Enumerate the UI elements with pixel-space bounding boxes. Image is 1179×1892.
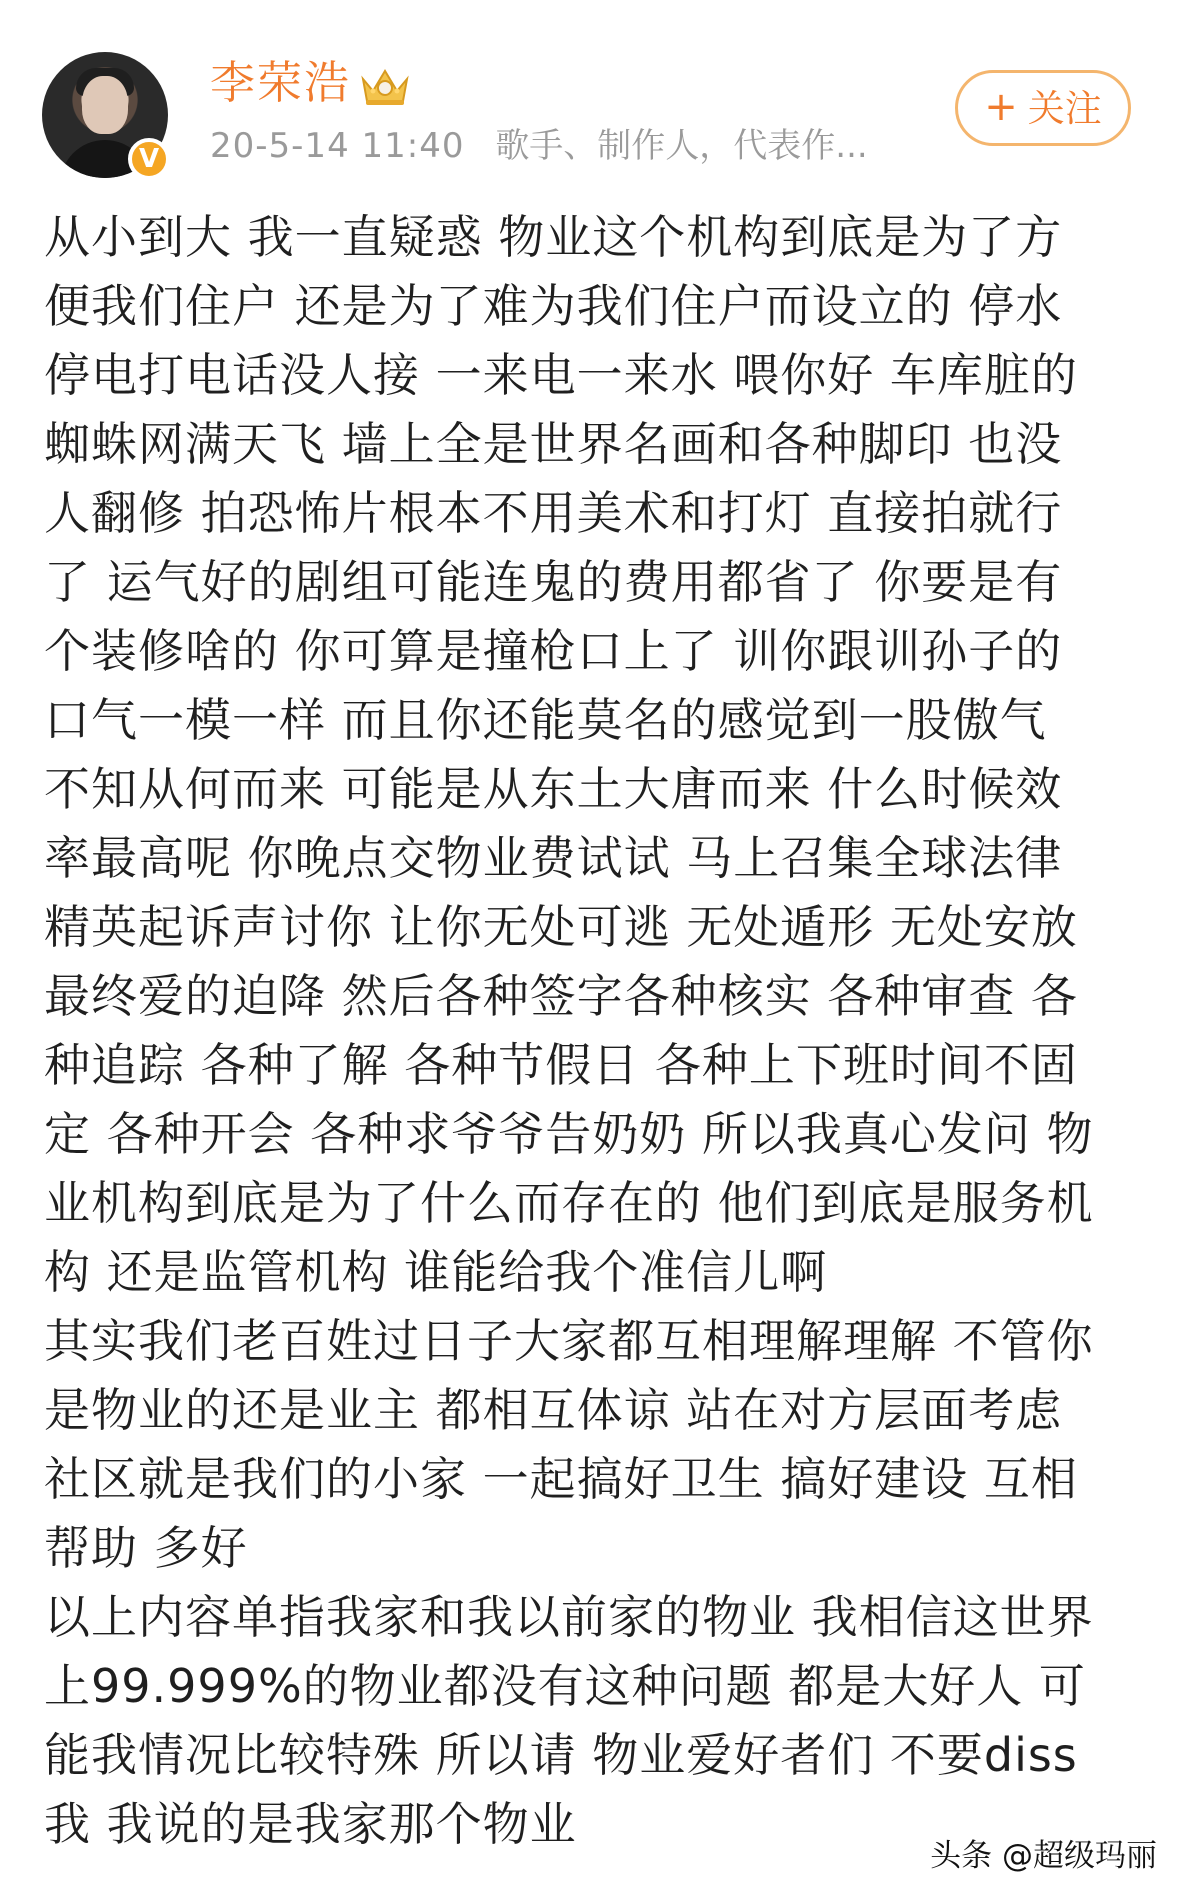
content-line: 了 运气好的剧组可能连鬼的费用都省了 你要是有 [44, 555, 1063, 609]
content-line: 人翻修 拍恐怖片根本不用美术和打灯 直接拍就行 [44, 486, 1063, 540]
content-line: 其实我们老百姓过日子大家都互相理解理解 不管你 [44, 1314, 1094, 1368]
content-line: 能我情况比较特殊 所以请 物业爱好者们 不要diss [44, 1728, 1078, 1782]
content-line: 社区就是我们的小家 一起搞好卫生 搞好建设 互相 [44, 1452, 1078, 1506]
content-line: 蜘蛛网满天飞 墙上全是世界名画和各种脚印 也没 [44, 417, 1063, 471]
follow-button[interactable] [955, 70, 1131, 146]
content-line: 个装修啥的 你可算是撞枪口上了 训你跟训孙子的 [44, 624, 1063, 678]
follow-label: 关注 [1027, 86, 1102, 130]
content-line: 上99.999%的物业都没有这种问题 都是大好人 可 [44, 1659, 1086, 1713]
content-line: 我 我说的是我家那个物业 [44, 1797, 577, 1851]
content-line: 精英起诉声讨你 让你无处可逃 无处遁形 无处安放 [44, 900, 1078, 954]
content-line: 口气一模一样 而且你还能莫名的感觉到一股傲气 [44, 693, 1047, 747]
content-line: 停电打电话没人接 一来电一来水 喂你好 车库脏的 [44, 348, 1078, 402]
plus-icon: + [984, 84, 1018, 130]
content-line: 从小到大 我一直疑惑 物业这个机构到底是为了方 [44, 210, 1063, 264]
crown-icon [356, 63, 414, 109]
content-line: 业机构到底是为了什么而存在的 他们到底是服务机 [44, 1176, 1094, 1230]
content-line: 不知从何而来 可能是从东土大唐而来 什么时候效 [44, 762, 1063, 816]
verified-badge-icon [128, 138, 170, 180]
content-line: 是物业的还是业主 都相互体谅 站在对方层面考虑 [44, 1383, 1063, 1437]
verified-badge-label: V [138, 144, 160, 174]
content-line: 构 还是监管机构 谁能给我个准信儿啊 [44, 1245, 828, 1299]
username[interactable]: 李荣浩 [210, 56, 352, 109]
post-content [44, 203, 1144, 1859]
post-timestamp: 20-5-14 11:40 [210, 126, 465, 166]
watermark: 头条 @超级玛丽 [930, 1838, 1157, 1874]
content-line: 种追踪 各种了解 各种节假日 各种上下班时间不固 [44, 1038, 1078, 1092]
content-line: 最终爱的迫降 然后各种签字各种核实 各种审查 各 [44, 969, 1078, 1023]
post-meta [210, 124, 868, 168]
author-bio: 歌手、制作人，代表作... [495, 126, 868, 166]
content-line: 以上内容单指我家和我以前家的物业 我相信这世界 [44, 1590, 1094, 1644]
content-line: 帮助 多好 [44, 1521, 248, 1575]
avatar-face [82, 76, 128, 134]
post-header [0, 0, 1179, 190]
content-line: 定 各种开会 各种求爷爷告奶奶 所以我真心发问 物 [44, 1107, 1094, 1161]
content-line: 率最高呢 你晚点交物业费试试 马上召集全球法律 [44, 831, 1063, 885]
content-line: 便我们住户 还是为了难为我们住户而设立的 停水 [44, 279, 1063, 333]
